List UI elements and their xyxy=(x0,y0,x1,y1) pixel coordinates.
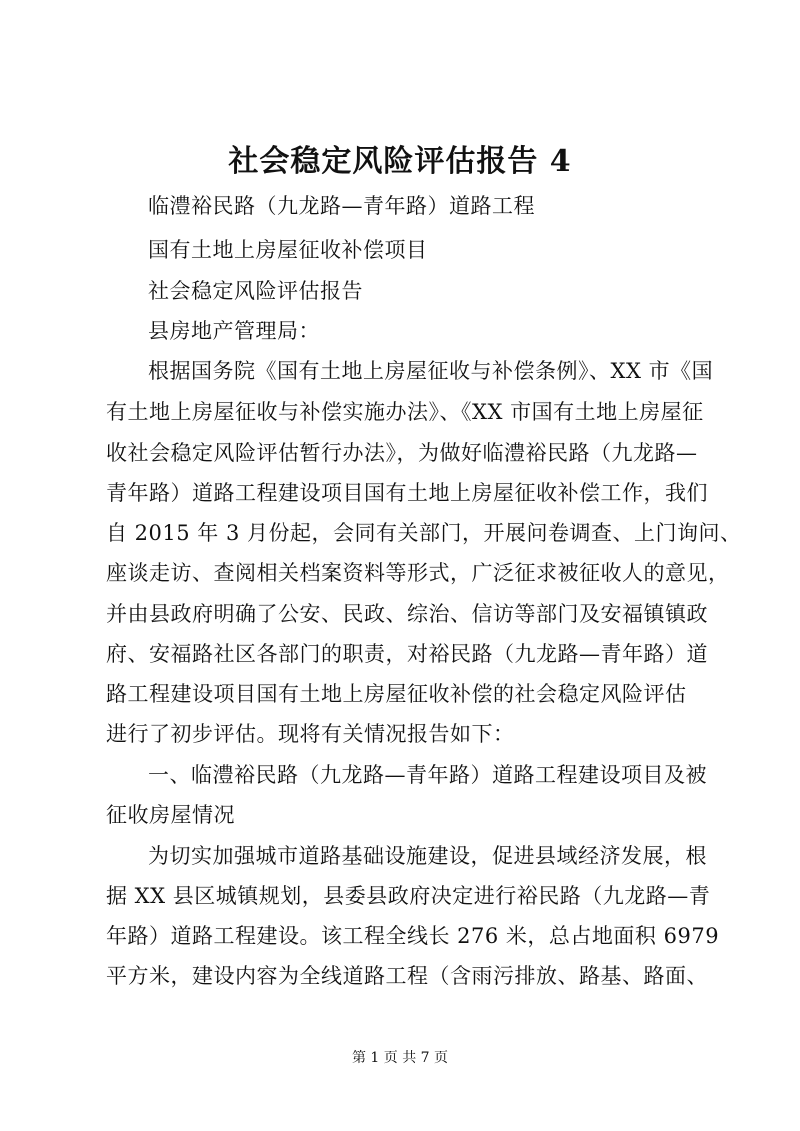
header-line-report: 社会稳定风险评估报告 xyxy=(148,279,363,303)
paragraph1-line: 府、安福路社区各部门的职责，对裕民路（九龙路—青年路）道 xyxy=(106,642,708,666)
header-line-item: 国有土地上房屋征收补偿项目 xyxy=(148,238,428,262)
paragraph1-line: 根据国务院《国有土地上房屋征收与补偿条例》、XX 市《国 xyxy=(148,359,714,383)
section-heading-line: 一、临澧裕民路（九龙路—青年路）道路工程建设项目及被 xyxy=(148,763,707,787)
paragraph1-line: 路工程建设项目国有土地上房屋征收补偿的社会稳定风险评估 xyxy=(106,682,687,706)
paragraph1-line: 自 2015 年 3 月份起，会同有关部门，开展问卷调查、上门询问、 xyxy=(106,521,742,545)
header-line-project: 临澧裕民路（九龙路—青年路）道路工程 xyxy=(148,194,535,218)
paragraph1-line: 进行了初步评估。现将有关情况报告如下： xyxy=(106,722,515,746)
paragraph2-line: 平方米，建设内容为全线道路工程（含雨污排放、路基、路面、 xyxy=(106,964,708,988)
paragraph1-line: 有土地上房屋征收与补偿实施办法》、《XX 市国有土地上房屋征 xyxy=(106,400,704,424)
paragraph1-line: 青年路）道路工程建设项目国有土地上房屋征收补偿工作，我们 xyxy=(106,481,708,505)
paragraph2-line: 据 XX 县区城镇规划，县委县政府决定进行裕民路（九龙路—青 xyxy=(106,884,711,908)
paragraph1-line: 座谈走访、查阅相关档案资料等形式，广泛征求被征收人的意见， xyxy=(106,561,730,585)
page-number-footer: 第 1 页 共 7 页 xyxy=(351,1050,449,1066)
header-line-recipient: 县房地产管理局： xyxy=(148,319,320,343)
paragraph1-line: 收社会稳定风险评估暂行办法》，为做好临澧裕民路（九龙路— xyxy=(106,441,698,465)
page-title: 社会稳定风险评估报告 4 xyxy=(228,144,572,179)
paragraph1-line: 并由县政府明确了公安、民政、综治、信访等部门及安福镇镇政 xyxy=(106,602,708,626)
paragraph2-line: 年路）道路工程建设。该工程全线长 276 米，总占地面积 6979 xyxy=(106,924,720,948)
paragraph2-line: 为切实加强城市道路基础设施建设，促进县域经济发展，根 xyxy=(148,844,707,868)
section-heading-line: 征收房屋情况 xyxy=(106,803,235,827)
